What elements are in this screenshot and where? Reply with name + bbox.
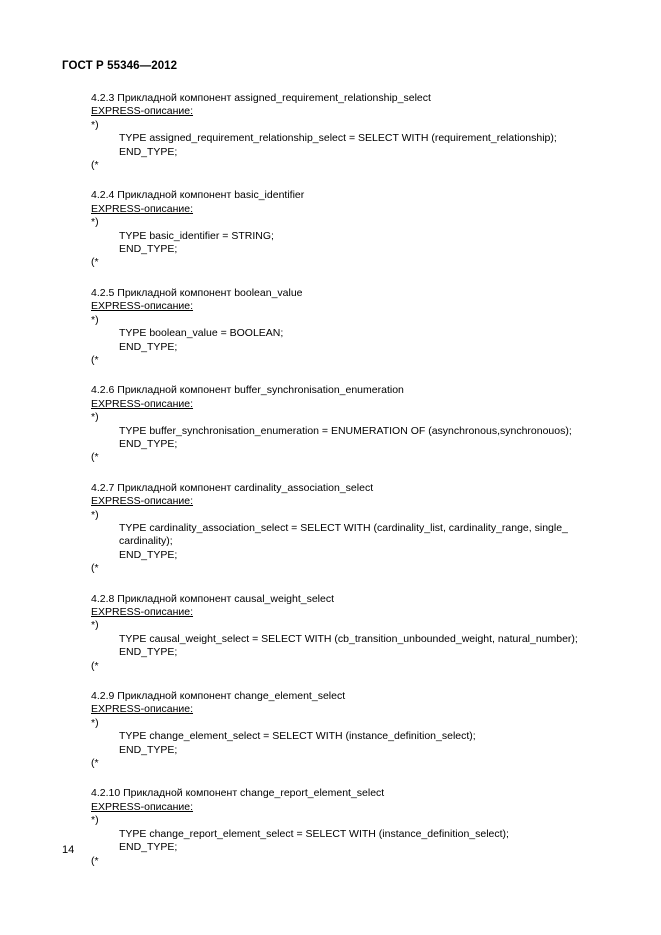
section-4-2-3 — [91, 92, 631, 172]
document-body — [91, 92, 631, 885]
type-definition-continuation: cardinality); — [119, 535, 173, 548]
end-type: END_TYPE; — [119, 646, 178, 659]
type-definition: TYPE causal_weight_select = SELECT WITH (cb_transition_unbounded_weight, natural_number); — [119, 632, 578, 645]
section-heading: 4.2.8 Прикладной компонент causal_weight_select — [91, 592, 335, 605]
express-label: EXPRESS-описание: — [91, 202, 194, 215]
type-definition: TYPE buffer_synchronisation_enumeration = ENUMERATION OF (asynchronous,synchronouos); — [119, 424, 572, 437]
type-definition: TYPE assigned_requirement_relationship_select = SELECT WITH (requirement_relationship); — [119, 132, 557, 145]
comment-close-marker: *) — [91, 619, 99, 632]
section-4-2-7 — [91, 482, 631, 576]
type-definition: TYPE change_report_element_select = SELECT WITH (instance_definition_select); — [119, 827, 509, 840]
section-heading: 4.2.9 Прикладной компонент change_element_select — [91, 690, 346, 703]
express-label: EXPRESS-описание: — [91, 397, 194, 410]
section-4-2-4 — [91, 189, 631, 269]
type-definition: TYPE basic_identifier = STRING; — [119, 229, 274, 242]
end-type: END_TYPE; — [119, 743, 178, 756]
comment-open-marker: (* — [91, 256, 99, 269]
comment-close-marker: *) — [91, 313, 99, 326]
express-label: EXPRESS-описание: — [91, 800, 194, 813]
end-type: END_TYPE; — [119, 340, 178, 353]
type-definition: TYPE cardinality_association_select = SELECT WITH (cardinality_list, cardinality_range, single_ — [119, 521, 568, 534]
express-label: EXPRESS-описание: — [91, 495, 194, 508]
section-4-2-6 — [91, 384, 631, 464]
type-definition: TYPE change_element_select = SELECT WITH (instance_definition_select); — [119, 730, 476, 743]
section-heading: 4.2.10 Прикладной компонент change_report_element_select — [91, 787, 385, 800]
express-label: EXPRESS-описание: — [91, 606, 194, 618]
comment-open-marker: (* — [91, 353, 99, 366]
section-heading: 4.2.4 Прикладной компонент basic_identifier — [91, 189, 305, 202]
end-type: END_TYPE; — [119, 841, 178, 854]
comment-close-marker: *) — [91, 814, 99, 827]
comment-close-marker: *) — [91, 411, 99, 424]
section-4-2-9 — [91, 690, 631, 770]
comment-open-marker: (* — [91, 451, 99, 464]
section-4-2-10 — [91, 787, 631, 867]
document-header: ГОСТ Р 55346—2012 — [62, 60, 178, 72]
comment-close-marker: *) — [91, 508, 99, 521]
end-type: END_TYPE; — [119, 145, 178, 158]
express-label: EXPRESS-описание: — [91, 105, 194, 118]
comment-close-marker: *) — [91, 716, 99, 729]
end-type: END_TYPE; — [119, 548, 178, 561]
section-heading: 4.2.5 Прикладной компонент boolean_value — [91, 286, 303, 299]
comment-close-marker: *) — [91, 118, 99, 131]
section-heading: 4.2.7 Прикладной компонент cardinality_association_select — [91, 481, 374, 494]
comment-open-marker: (* — [91, 854, 99, 867]
comment-open-marker: (* — [91, 757, 99, 770]
comment-open-marker: (* — [91, 659, 99, 672]
end-type: END_TYPE; — [119, 437, 178, 450]
comment-open-marker: (* — [91, 562, 99, 575]
express-label: EXPRESS-описание: — [91, 300, 194, 313]
end-type: END_TYPE; — [119, 243, 178, 256]
express-label: EXPRESS-описание: — [91, 703, 194, 716]
type-definition: TYPE boolean_value = BOOLEAN; — [119, 327, 284, 340]
section-4-2-5 — [91, 287, 631, 367]
section-heading: 4.2.3 Прикладной компонент assigned_requirement_relationship_select — [91, 92, 431, 104]
comment-open-marker: (* — [91, 159, 99, 172]
section-heading: 4.2.6 Прикладной компонент buffer_synchronisation_enumeration — [91, 384, 404, 397]
section-4-2-8 — [91, 593, 631, 673]
page-number: 14 — [62, 844, 75, 856]
comment-close-marker: *) — [91, 216, 99, 229]
